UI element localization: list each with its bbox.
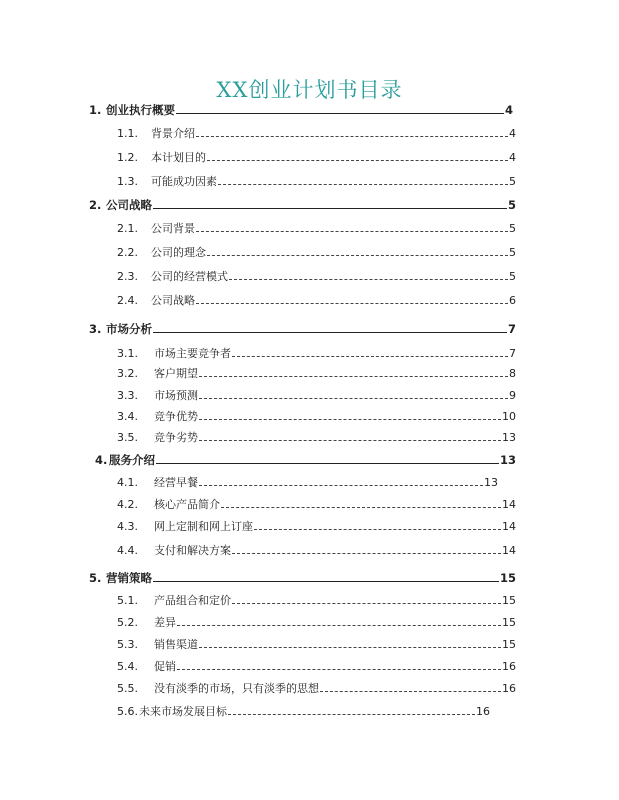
toc-entry-label: 公司背景 bbox=[151, 222, 195, 235]
toc-leader-line bbox=[232, 356, 508, 357]
toc-entry-number: 5.1. bbox=[117, 594, 138, 607]
toc-entry-number: 3.1. bbox=[117, 347, 138, 360]
toc-page-number: 7 bbox=[509, 347, 516, 360]
toc-page-number: 8 bbox=[509, 367, 516, 380]
toc-entry-number: 2.2. bbox=[117, 246, 138, 259]
toc-subsection-entry[interactable] bbox=[117, 655, 516, 673]
toc-subsection-entry[interactable] bbox=[117, 633, 516, 651]
toc-entry-label: 公司战略 bbox=[151, 294, 195, 307]
toc-entry-number: 2. bbox=[89, 198, 102, 212]
toc-leader-line bbox=[196, 136, 508, 137]
toc-page-number: 4 bbox=[504, 103, 513, 117]
toc-page-number: 14 bbox=[502, 498, 516, 511]
toc-entry-number: 4.1. bbox=[117, 476, 138, 489]
toc-section-entry[interactable] bbox=[89, 194, 516, 212]
toc-subsection-entry[interactable] bbox=[117, 217, 516, 235]
toc-leader-line bbox=[177, 669, 501, 670]
toc-leader-line bbox=[196, 231, 508, 232]
toc-entry-number: 4.3. bbox=[117, 520, 138, 533]
toc-page-number: 5 bbox=[509, 222, 516, 235]
toc-leader-line bbox=[153, 332, 507, 333]
toc-subsection-entry[interactable] bbox=[117, 677, 516, 695]
toc-entry-label: 公司战略 bbox=[106, 198, 152, 212]
toc-page-number: 5 bbox=[509, 246, 516, 259]
toc-entry-label: 销售渠道 bbox=[154, 638, 198, 651]
toc-leader-line bbox=[199, 647, 501, 648]
toc-leader-line bbox=[320, 691, 501, 692]
toc-entry-label: 市场主要竞争者 bbox=[154, 347, 231, 360]
toc-subsection-entry[interactable] bbox=[117, 405, 516, 423]
toc-page-number: 15 bbox=[499, 571, 516, 585]
document-title: XX创业计划书目录 bbox=[216, 78, 403, 102]
toc-leader-line bbox=[199, 419, 501, 420]
toc-subsection-entry[interactable] bbox=[117, 122, 516, 140]
toc-leader-line bbox=[232, 603, 501, 604]
toc-entry-label: 核心产品简介 bbox=[154, 498, 220, 511]
toc-entry-number: 5.5. bbox=[117, 682, 138, 695]
toc-page-number: 6 bbox=[509, 294, 516, 307]
toc-subsection-entry[interactable] bbox=[117, 289, 516, 307]
toc-entry-label: 经营早餐 bbox=[154, 476, 198, 489]
toc-entry-label: 促销 bbox=[154, 660, 176, 673]
toc-subsection-entry[interactable] bbox=[117, 515, 516, 533]
toc-leader-line bbox=[221, 507, 501, 508]
toc-page-number: 7 bbox=[507, 322, 516, 336]
toc-entry-number: 5.4. bbox=[117, 660, 138, 673]
toc-subsection-entry[interactable] bbox=[117, 265, 516, 283]
toc-subsection-entry[interactable] bbox=[117, 471, 498, 489]
toc-subsection-entry[interactable] bbox=[117, 146, 516, 164]
toc-subsection-entry[interactable] bbox=[117, 241, 516, 259]
toc-leader-line bbox=[199, 376, 508, 377]
toc-section-entry[interactable] bbox=[95, 449, 516, 467]
toc-leader-line bbox=[229, 279, 508, 280]
toc-leader-line bbox=[199, 485, 483, 486]
toc-page-number: 16 bbox=[476, 705, 490, 718]
toc-entry-label: 差异 bbox=[154, 616, 176, 629]
toc-leader-line bbox=[153, 208, 507, 209]
toc-entry-number: 2.3. bbox=[117, 270, 138, 283]
toc-page-number: 4 bbox=[509, 127, 516, 140]
toc-page-number: 5 bbox=[507, 198, 516, 212]
toc-entry-label: 市场预测 bbox=[154, 389, 198, 402]
toc-leader-line bbox=[207, 160, 508, 161]
toc-entry-number: 1.1. bbox=[117, 127, 138, 140]
toc-leader-line bbox=[218, 184, 508, 185]
toc-entry-label: 没有淡季的市场，只有淡季的思想 bbox=[154, 682, 319, 695]
toc-entry-label: 支付和解决方案 bbox=[154, 544, 231, 557]
toc-leader-line bbox=[232, 553, 501, 554]
toc-entry-label: 公司的理念 bbox=[151, 246, 206, 259]
toc-page-number: 15 bbox=[502, 638, 516, 651]
toc-section-entry[interactable] bbox=[89, 567, 516, 585]
toc-entry-number: 4.4. bbox=[117, 544, 138, 557]
toc-entry-label: 创业执行概要 bbox=[106, 103, 175, 117]
toc-page-number: 16 bbox=[502, 660, 516, 673]
toc-subsection-entry[interactable] bbox=[117, 384, 516, 402]
toc-page-number: 10 bbox=[502, 410, 516, 423]
toc-entry-label: 市场分析 bbox=[106, 322, 152, 336]
toc-page-number: 13 bbox=[484, 476, 498, 489]
toc-section-entry[interactable] bbox=[89, 318, 516, 336]
toc-page-number: 5 bbox=[509, 270, 516, 283]
toc-leader-line bbox=[177, 625, 501, 626]
toc-leader-line bbox=[156, 463, 499, 464]
toc-entry-label: 产品组合和定价 bbox=[154, 594, 231, 607]
toc-leader-line bbox=[176, 113, 504, 114]
toc-entry-label: 网上定制和网上订座 bbox=[154, 520, 253, 533]
toc-entry-number: 5.2. bbox=[117, 616, 138, 629]
toc-entry-label: 公司的经营模式 bbox=[151, 270, 228, 283]
toc-subsection-entry[interactable] bbox=[117, 611, 516, 629]
toc-entry-number: 3.3. bbox=[117, 389, 138, 402]
toc-page-number: 4 bbox=[509, 151, 516, 164]
toc-entry-label: 可能成功因素 bbox=[151, 175, 217, 188]
toc-entry-label: 背景介绍 bbox=[151, 127, 195, 140]
toc-entry-number: 3. bbox=[89, 322, 102, 336]
toc-leader-line bbox=[196, 303, 508, 304]
toc-subsection-entry[interactable] bbox=[117, 700, 490, 718]
toc-page-number: 5 bbox=[509, 175, 516, 188]
toc-page-number: 14 bbox=[502, 544, 516, 557]
toc-leader-line bbox=[254, 529, 501, 530]
toc-entry-label: 服务介绍 bbox=[109, 453, 155, 467]
toc-subsection-entry[interactable] bbox=[117, 170, 516, 188]
toc-page-number: 15 bbox=[502, 594, 516, 607]
toc-entry-number: 3.2. bbox=[117, 367, 138, 380]
toc-entry-number: 3.4. bbox=[117, 410, 138, 423]
toc-entry-label: 本计划目的 bbox=[151, 151, 206, 164]
toc-entry-number: 5.3. bbox=[117, 638, 138, 651]
toc-entry-number: 4. bbox=[95, 453, 108, 467]
toc-entry-label: 竞争优势 bbox=[154, 410, 198, 423]
toc-entry-number: 5. bbox=[89, 571, 102, 585]
toc-leader-line bbox=[207, 255, 508, 256]
toc-leader-line bbox=[153, 581, 499, 582]
toc-entry-label: 竞争劣势 bbox=[154, 431, 198, 444]
toc-page-number: 16 bbox=[502, 682, 516, 695]
toc-page-number: 9 bbox=[509, 389, 516, 402]
toc-subsection-entry[interactable] bbox=[117, 342, 516, 360]
toc-leader-line bbox=[199, 398, 508, 399]
toc-subsection-entry[interactable] bbox=[117, 426, 516, 444]
toc-page-number: 13 bbox=[499, 453, 516, 467]
toc-section-entry[interactable] bbox=[89, 99, 513, 117]
toc-leader-line bbox=[228, 714, 475, 715]
toc-page-number: 13 bbox=[502, 431, 516, 444]
toc-page-number: 14 bbox=[502, 520, 516, 533]
toc-entry-number: 1. bbox=[89, 103, 102, 117]
toc-entry-number: 5.6. bbox=[117, 705, 138, 718]
toc-subsection-entry[interactable] bbox=[117, 362, 516, 380]
toc-subsection-entry[interactable] bbox=[117, 493, 516, 511]
toc-page-number: 15 bbox=[502, 616, 516, 629]
toc-entry-number: 1.2. bbox=[117, 151, 138, 164]
toc-entry-number: 1.3. bbox=[117, 175, 138, 188]
toc-entry-number: 3.5. bbox=[117, 431, 138, 444]
toc-entry-number: 2.1. bbox=[117, 222, 138, 235]
toc-entry-number: 2.4. bbox=[117, 294, 138, 307]
toc-entry-number: 4.2. bbox=[117, 498, 138, 511]
toc-entry-label: 未来市场发展目标 bbox=[139, 705, 227, 718]
toc-subsection-entry[interactable] bbox=[117, 589, 516, 607]
toc-subsection-entry[interactable] bbox=[117, 539, 516, 557]
toc-entry-label: 营销策略 bbox=[106, 571, 152, 585]
toc-leader-line bbox=[199, 440, 501, 441]
toc-entry-label: 客户期望 bbox=[154, 367, 198, 380]
